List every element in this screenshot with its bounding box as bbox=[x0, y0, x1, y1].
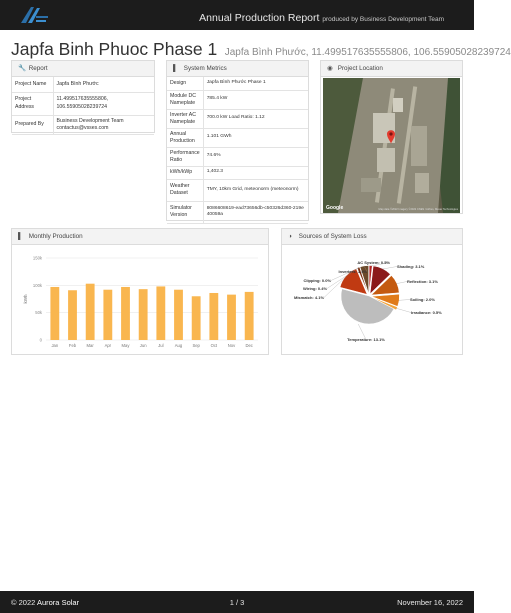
metric-key: Design bbox=[167, 77, 203, 90]
table-row bbox=[167, 128, 308, 147]
table-row bbox=[167, 179, 308, 201]
slice-label: AC System: 0.5% bbox=[357, 260, 390, 265]
bar bbox=[174, 290, 183, 340]
bar bbox=[86, 284, 95, 340]
leader-line bbox=[396, 282, 407, 284]
satellite-map-image bbox=[323, 78, 460, 213]
map-marker-icon: ◉ bbox=[327, 65, 333, 72]
x-tick-label: Apr bbox=[104, 343, 112, 348]
report-subtitle: produced by Business Development Team bbox=[322, 16, 444, 23]
x-tick-label: Aug bbox=[174, 343, 183, 348]
metric-value: 8086608619-ead73656db-c50326d360-219e40059a bbox=[203, 201, 308, 223]
bar bbox=[121, 287, 130, 340]
wrench-icon: 🔧 bbox=[18, 65, 27, 72]
metric-key: Module DC Nameplate bbox=[167, 90, 203, 109]
report-title-text: Annual Production Report bbox=[199, 12, 320, 24]
page-heading bbox=[11, 39, 511, 60]
y-tick-label: 50k bbox=[35, 310, 42, 316]
table-row bbox=[167, 90, 308, 109]
report-panel-title: Report bbox=[28, 65, 48, 72]
y-axis-label: kWh bbox=[23, 294, 28, 304]
loss-panel-header bbox=[282, 229, 462, 245]
x-tick-label: Oct bbox=[210, 343, 218, 348]
y-tick-label: 0 bbox=[39, 337, 42, 343]
project-address-heading: Japfa Bình Phước, 11.499517635555806, 106.55905028239724 bbox=[224, 47, 511, 58]
report-key: Project Name bbox=[12, 77, 53, 92]
leader-line bbox=[396, 308, 411, 312]
x-tick-label: Nov bbox=[227, 343, 236, 348]
slice-label: Irradiance: 0.5% bbox=[411, 310, 442, 315]
metric-value: 700.0 kW Load Ratio: 1.12 bbox=[203, 109, 308, 128]
metrics-table bbox=[167, 77, 308, 224]
bar bbox=[50, 287, 59, 340]
table-row bbox=[167, 147, 308, 166]
report-title bbox=[199, 12, 444, 24]
brand-name: Aurora Solar bbox=[36, 598, 80, 607]
bar bbox=[209, 293, 218, 340]
slice-label: Reflection: 3.1% bbox=[407, 279, 438, 284]
bar bbox=[192, 296, 201, 340]
report-panel bbox=[11, 60, 155, 133]
metrics-panel-header bbox=[167, 61, 308, 77]
leader-line bbox=[382, 267, 397, 270]
system-metrics-panel bbox=[166, 60, 309, 221]
project-location-panel bbox=[320, 60, 463, 214]
x-tick-label: Dec bbox=[245, 343, 253, 348]
bar-chart-icon: ▌ bbox=[173, 65, 178, 72]
x-tick-label: Feb bbox=[68, 343, 77, 348]
report-key: Project Address bbox=[12, 92, 53, 115]
metric-value: Japfa Bình Phước Phase 1 bbox=[203, 77, 308, 90]
bar-chart-icon: ▌ bbox=[18, 233, 23, 240]
slice-label: Clipping: 0.0% bbox=[303, 278, 331, 283]
metric-key: kWh/kWp bbox=[167, 166, 203, 179]
table-row bbox=[167, 77, 308, 90]
x-tick-label: Jul bbox=[158, 343, 164, 348]
location-panel-title: Project Location bbox=[337, 65, 383, 72]
bar bbox=[103, 290, 112, 340]
table-row bbox=[12, 92, 154, 115]
monthly-panel-header bbox=[12, 229, 268, 245]
x-tick-label: May bbox=[121, 343, 130, 348]
metrics-panel-title: System Metrics bbox=[183, 65, 227, 72]
metric-key: Inverter AC Nameplate bbox=[167, 109, 203, 128]
report-date: November 16, 2022 bbox=[397, 598, 463, 607]
bar bbox=[139, 289, 148, 340]
report-key: Prepared By bbox=[12, 115, 53, 134]
metric-key: Simulator Version bbox=[167, 201, 203, 223]
monthly-panel-title: Monthly Production bbox=[28, 233, 83, 240]
bar bbox=[68, 290, 77, 340]
report-value: 11.499517635555806, 106.55905028239724 bbox=[53, 92, 154, 115]
metric-value: 1.101 GWh bbox=[203, 128, 308, 147]
slice-label: Temperature: 13.1% bbox=[347, 337, 385, 342]
bar bbox=[156, 286, 165, 340]
table-row bbox=[167, 201, 308, 223]
location-panel-header bbox=[321, 61, 462, 77]
project-title: Japfa Binh Phuoc Phase 1 bbox=[11, 39, 218, 59]
slice-label: Soiling: 2.0% bbox=[410, 297, 435, 302]
y-tick-label: 100k bbox=[32, 282, 42, 288]
metric-key: Weather Dataset bbox=[167, 179, 203, 201]
x-tick-label: Jan bbox=[51, 343, 59, 348]
satellite-map[interactable] bbox=[323, 78, 460, 213]
report-value: Business Development Team contactus@vsses.com bbox=[53, 115, 154, 134]
report-table bbox=[12, 77, 154, 135]
system-loss-panel bbox=[281, 228, 463, 355]
bar bbox=[245, 292, 254, 340]
monthly-production-panel bbox=[11, 228, 269, 355]
table-row bbox=[167, 109, 308, 128]
metric-value: 74.6% bbox=[203, 147, 308, 166]
metric-value: 1,402.3 bbox=[203, 166, 308, 179]
x-tick-label: Mar bbox=[86, 343, 94, 348]
map-logo: Google bbox=[326, 205, 344, 211]
leader-line bbox=[399, 300, 410, 301]
y-tick-label: 150k bbox=[32, 255, 42, 261]
table-row bbox=[167, 166, 308, 179]
report-value: Japfa Bình Phước bbox=[53, 77, 154, 92]
metric-key: Performance Ratio bbox=[167, 147, 203, 166]
metric-key: Annual Production bbox=[167, 128, 203, 147]
map-credit: Map data ©2022 Imagery ©2022 CNES / Airbus, Maxar Technologies bbox=[378, 208, 458, 211]
loss-panel-title: Sources of System Loss bbox=[298, 233, 367, 240]
pie-chart-icon: ◑ bbox=[288, 233, 292, 240]
metric-value: TMY, 10km Grid, meteonorm (meteonorm) bbox=[203, 179, 308, 201]
table-row bbox=[12, 77, 154, 92]
system-loss-chart bbox=[282, 246, 462, 354]
slice-label: Inverters: 1.4% bbox=[338, 269, 367, 274]
top-bar bbox=[0, 0, 474, 30]
slice-label: Shading: 3.1% bbox=[397, 264, 425, 269]
company-logo-icon bbox=[18, 3, 52, 27]
page-indicator: 1 / 3 bbox=[229, 598, 245, 607]
metric-value: 785.4 kW bbox=[203, 90, 308, 109]
report-panel-header bbox=[12, 61, 154, 77]
bar bbox=[227, 295, 236, 340]
slice-label: Mismatch: 4.1% bbox=[293, 295, 324, 300]
pie-slice bbox=[341, 289, 394, 324]
footer bbox=[0, 591, 474, 613]
monthly-production-chart bbox=[12, 246, 268, 354]
slice-label: Wiring: 0.4% bbox=[303, 286, 327, 291]
x-tick-label: Sep bbox=[192, 343, 200, 348]
table-row bbox=[12, 115, 154, 134]
x-tick-label: Jun bbox=[139, 343, 147, 348]
copyright-text: © 2022 bbox=[11, 598, 36, 607]
